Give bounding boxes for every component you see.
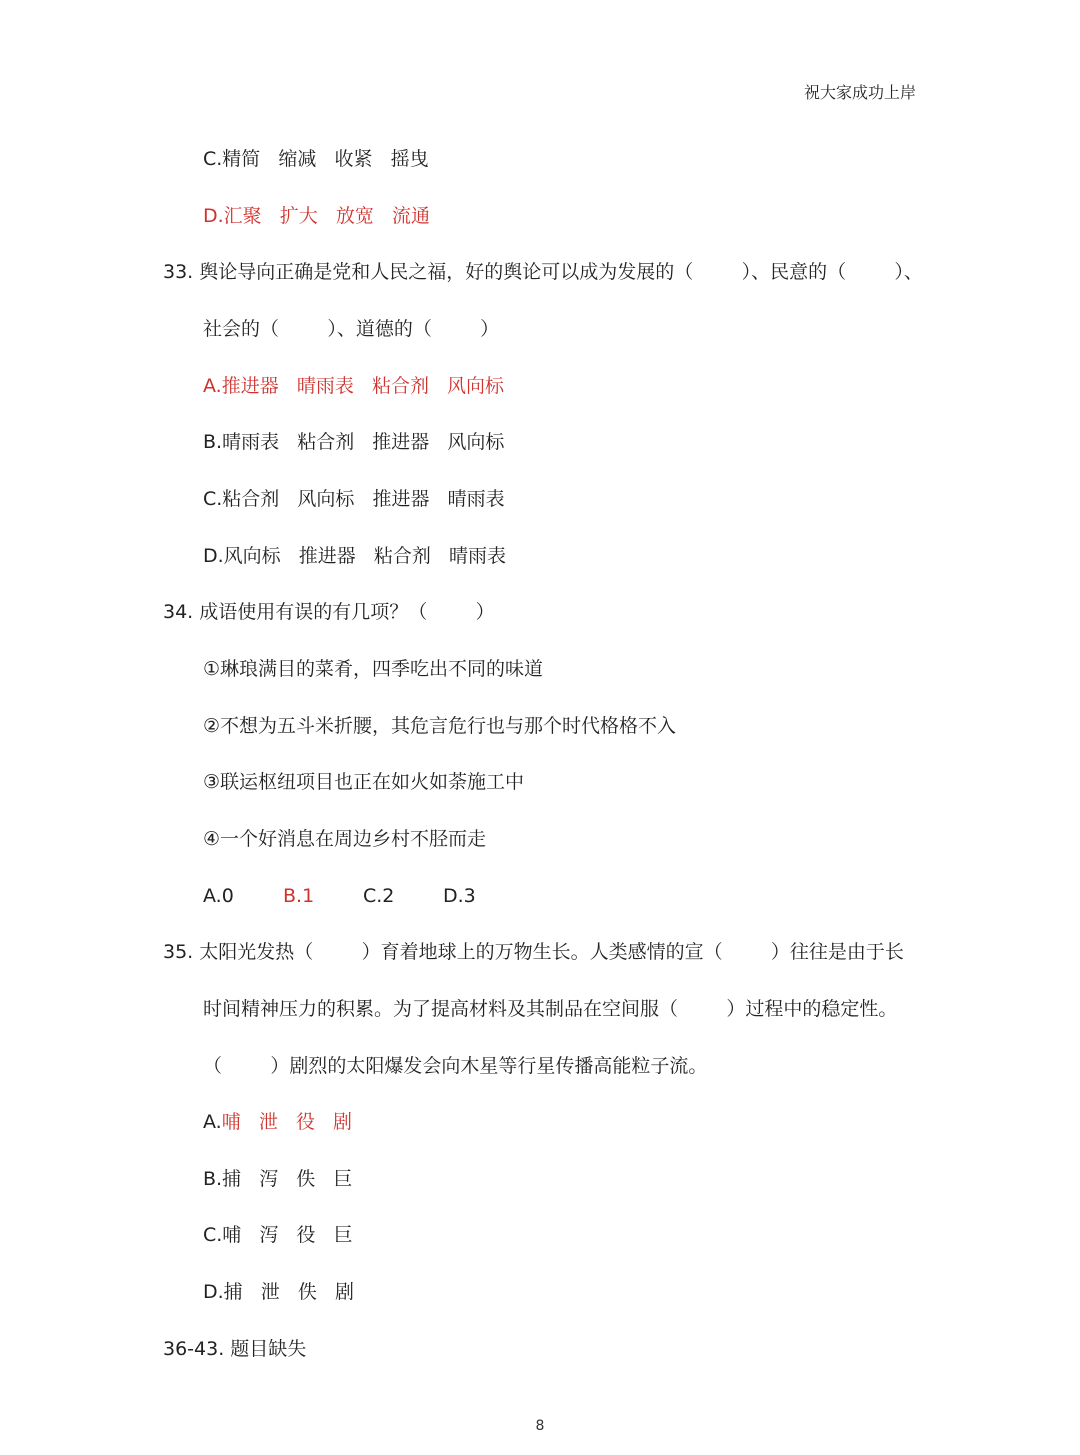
page-number: 8 bbox=[535, 1418, 545, 1434]
question-34-stem: 34. 成语使用有误的有几项？（ ） bbox=[163, 601, 495, 623]
option-c-q35: C.哺 泻 役 巨 bbox=[203, 1224, 353, 1246]
option-c-q34: C.2 bbox=[363, 885, 395, 907]
option-d-q35: D.捕 泄 佚 剧 bbox=[203, 1281, 355, 1303]
option-a-q34: A.0 bbox=[203, 885, 234, 907]
question-33-stem-cont: 社会的（ ）、道德的（ ） bbox=[203, 318, 500, 340]
question-35-stem-cont2: （ ）剧烈的太阳爆发会向木星等行星传播高能粒子流。 bbox=[203, 1055, 708, 1077]
option-d-q33: D.风向标 推进器 粘合剂 晴雨表 bbox=[203, 545, 507, 567]
statement-2: ②不想为五斗米折腰，其危言危行也与那个时代格格不入 bbox=[203, 715, 677, 737]
option-b-q35: B.捕 泻 佚 巨 bbox=[203, 1168, 353, 1190]
question-35-stem: 35. 太阳光发热（ ）育着地球上的万物生长。人类感情的宣（ ）往往是由于长 bbox=[163, 941, 904, 963]
option-b-q34-answer: B.1 bbox=[283, 885, 315, 907]
option-a-label: A. bbox=[203, 1111, 222, 1133]
option-d-q32-answer: D.汇聚 扩大 放宽 流通 bbox=[203, 205, 431, 227]
option-d-q34: D.3 bbox=[443, 885, 476, 907]
statement-4: ④一个好消息在周边乡村不胫而走 bbox=[203, 828, 487, 850]
option-c-q32: C.精简 缩减 收紧 摇曳 bbox=[203, 148, 429, 170]
option-a-answer-text: 哺 泄 役 剧 bbox=[221, 1111, 353, 1133]
question-36-43-note: 36-43. 题目缺失 bbox=[163, 1338, 307, 1360]
page-header: 祝大家成功上岸 bbox=[803, 83, 916, 102]
question-35-stem-cont: 时间精神压力的积累。为了提高材料及其制品在空间服（ ）过程中的稳定性。 bbox=[203, 998, 898, 1020]
option-c-q33: C.粘合剂 风向标 推进器 晴雨表 bbox=[203, 488, 505, 510]
statement-3: ③联运枢纽项目也正在如火如荼施工中 bbox=[203, 771, 525, 793]
question-33-stem: 33. 舆论导向正确是党和人民之福，好的舆论可以成为发展的（ ）、民意的（ ）、 bbox=[163, 261, 923, 283]
statement-1: ①琳琅满目的菜肴，四季吃出不同的味道 bbox=[203, 658, 544, 680]
option-b-q33: B.晴雨表 粘合剂 推进器 风向标 bbox=[203, 431, 505, 453]
option-a-q33-answer: A.推进器 晴雨表 粘合剂 风向标 bbox=[203, 375, 505, 397]
option-a-q35-answer bbox=[203, 1109, 352, 1135]
